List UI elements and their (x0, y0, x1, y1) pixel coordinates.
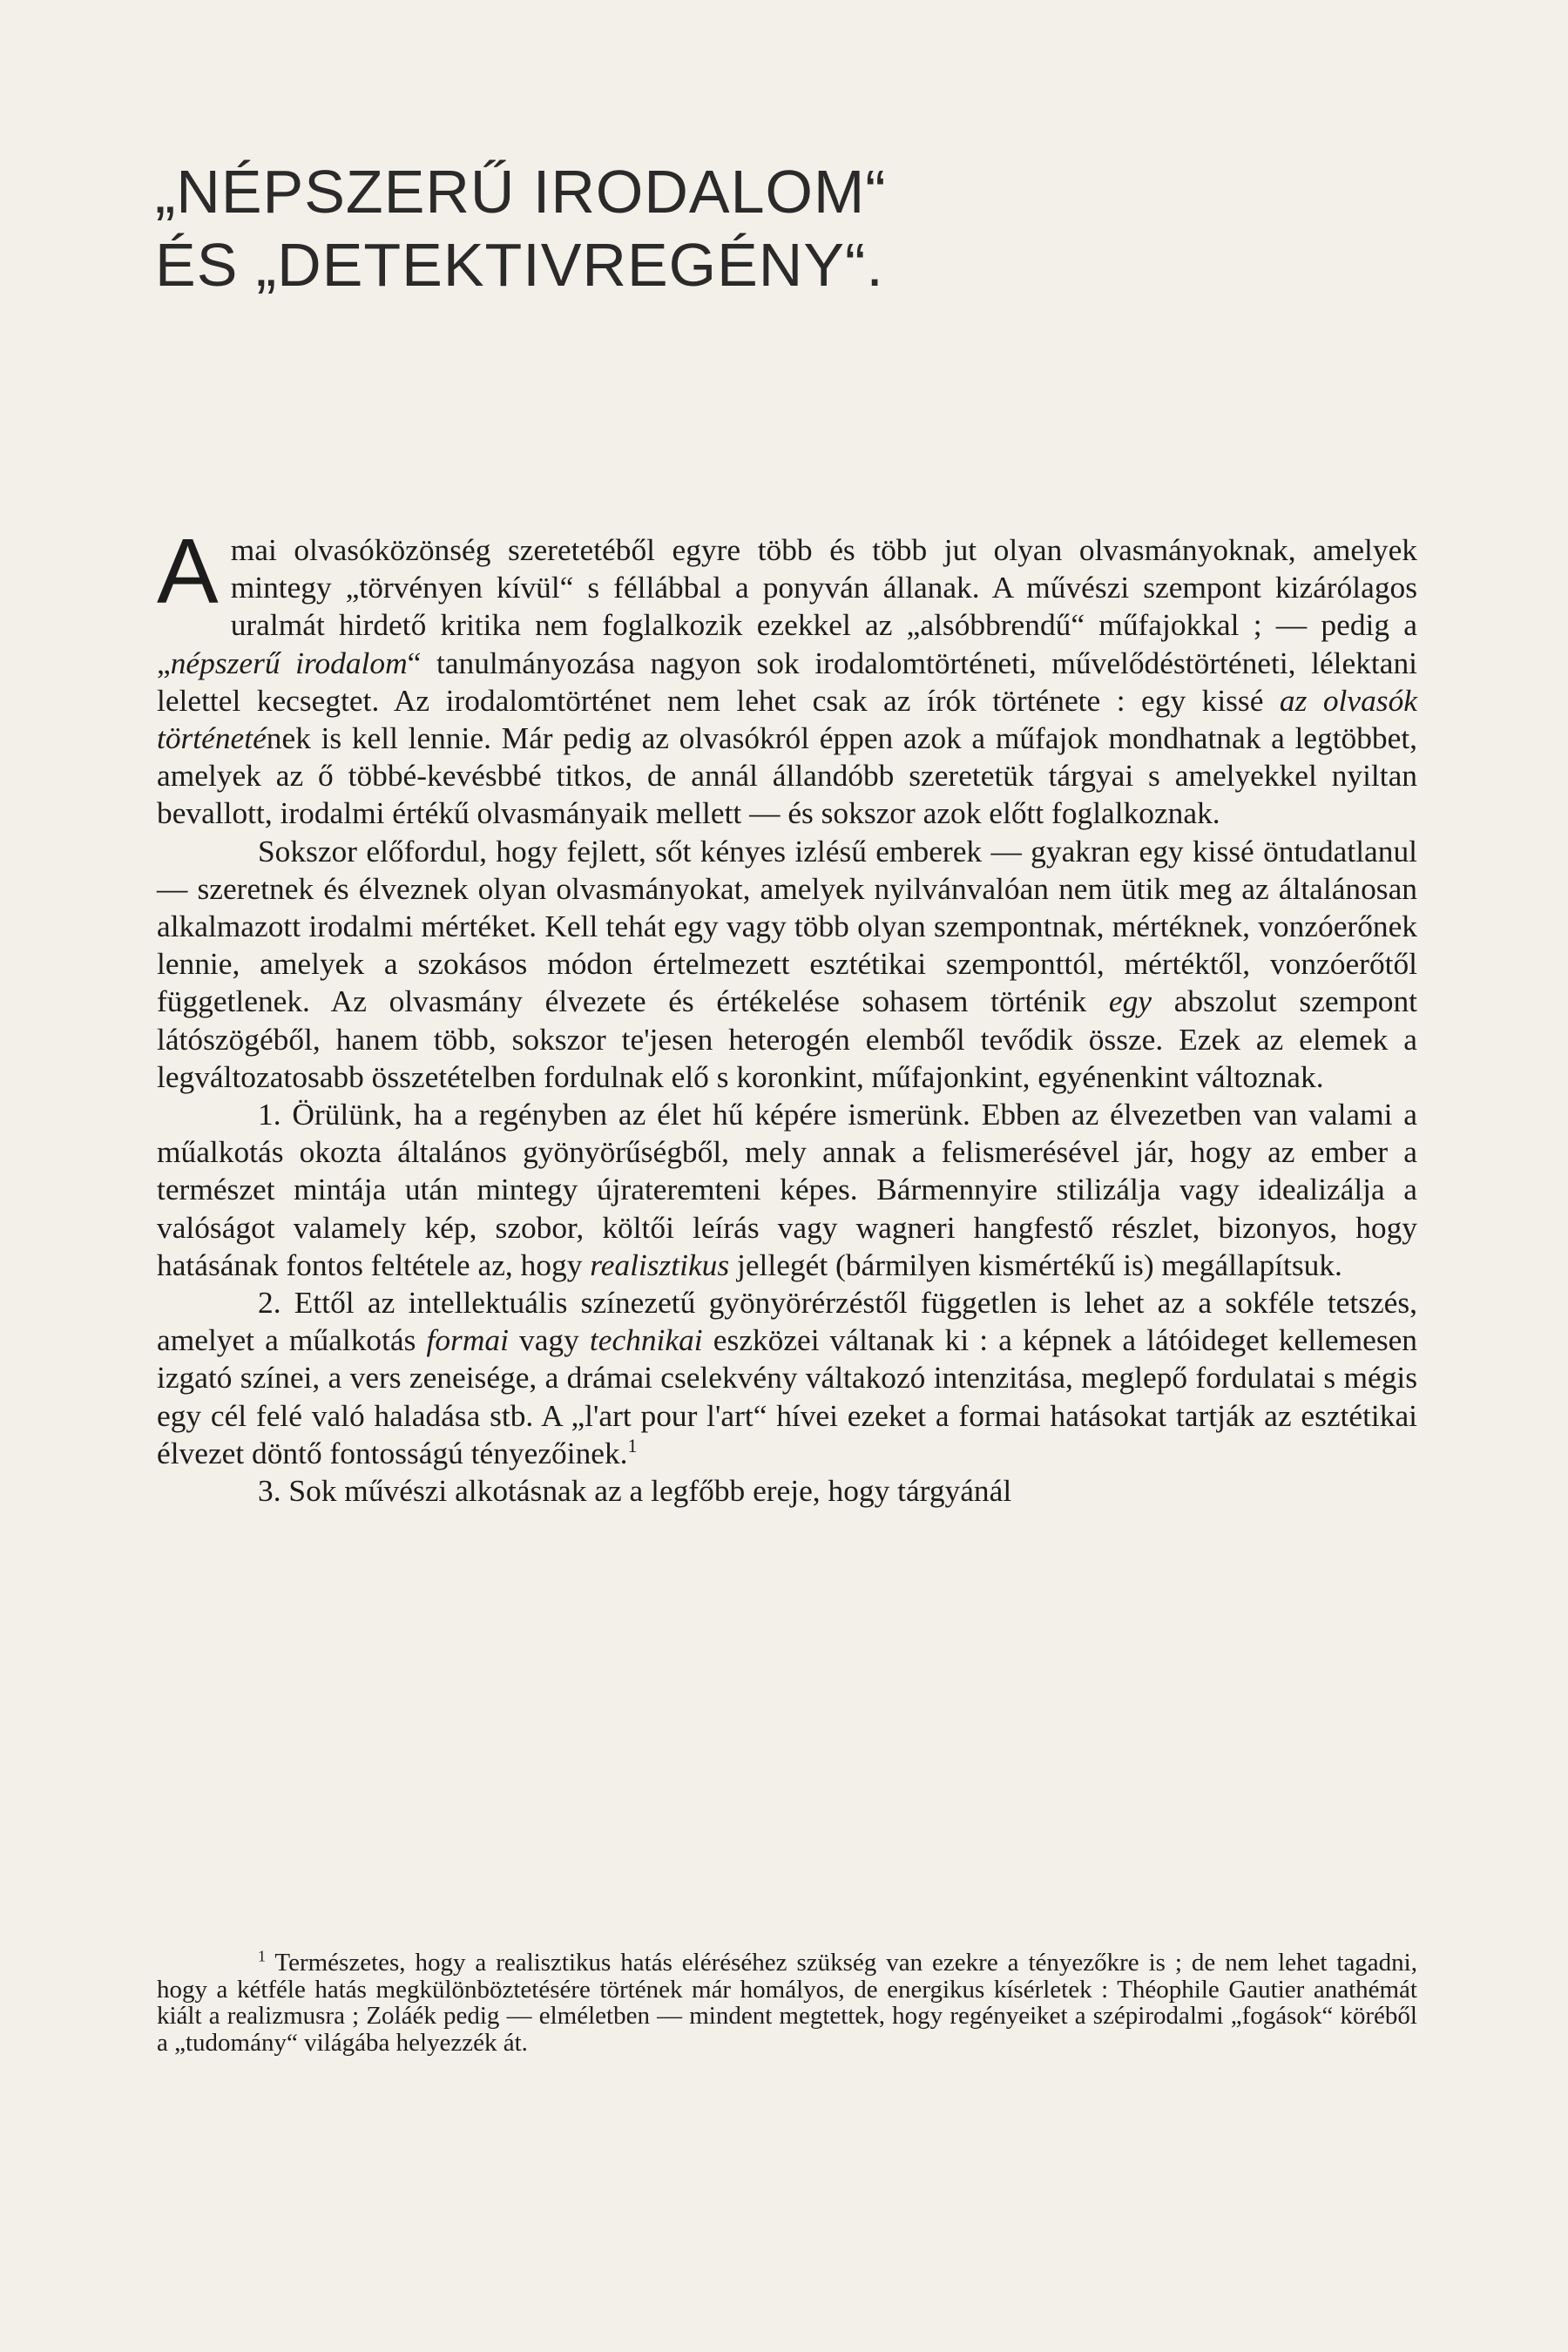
paragraph-5-text: 3. Sok művészi alkotásnak az a legfőbb ereje, hogy tárgyánál (258, 1473, 1012, 1509)
paragraph-1-italic-b: az olvasók történeté (157, 682, 1417, 756)
paragraph-5 (157, 1472, 1417, 1510)
paragraph-4-italic-a: formai (426, 1322, 509, 1358)
paragraph-2-text-a: Sokszor előfordul, hogy fejlett, sőt kényes izlésű emberek — gyakran egy kissé öntudatlanul — szeretnek és élveznek olyan olvasmányokat, amelyek nyilvánvalóan nem ütik meg az általánosan alkalmazott irodalmi mértéket. Kell tehát egy vagy több olyan szempontnak, mértéknek, vonzóerőnek lennie, amelyek a szokásos módon értelmezett esztétikai szemponttól, mértéktől, vonzóerőtől függetlenek. Az olvasmány élvezete és értékelése sohasem történik (157, 833, 1417, 1019)
footnote-1 (157, 1947, 1417, 2057)
title-line-1: „NÉPSZERŰ IRODALOM“ (155, 158, 887, 226)
paragraph-4-text-a: 2. Ettől az intellektuális színezetű gyönyörérzéstől független is lehet az a sokféle tetszés, amelyet a műalkotás (157, 1285, 1417, 1358)
paragraph-4-text-b: vagy (508, 1322, 590, 1358)
footnote-marker: 1 (258, 1947, 266, 1965)
paragraph-3-text-b: jellegét (bármilyen kismértékű is) megállapítsuk. (729, 1247, 1342, 1282)
paragraph-1-text-c: nek is kell lennie. Már pedig az olvasókról éppen azok a műfajok mondhatnak a legtöbbet, amelyek az ő többé-kevésbbé titkos, de annál állandóbb szeretetük tárgyai s amelyekkel nyiltan bevallott, irodalmi értékű olvasmányaik mellett — és sokszor azok előtt foglalkoznak. (157, 720, 1417, 831)
page-title (155, 155, 1462, 301)
paragraph-2-text-b: abszolut szempont látószögéből, hanem több, sokszor te'jesen heterogén elemből tevődik össze. Ezek az elemek a legváltozatosabb összetételben fordulnak elő s koronkint, műfajonkint, egyénenkint változnak. (157, 983, 1417, 1094)
paragraph-2 (157, 833, 1417, 1096)
paragraph-2-italic: egy (1108, 983, 1152, 1019)
paragraph-4-italic-b: technikai (589, 1322, 703, 1358)
paragraph-1-italic-a: népszerű irodalom (170, 645, 408, 680)
paragraph-1 (157, 520, 1417, 833)
paragraph-3-text-a: 1. Örülünk, ha a regényben az élet hű képére ismerünk. Ebben az élvezetben van valami a műalkotás okozta általános gyönyörűségből, mely annak a felismerésével jár, hogy az ember a természet mintája után mintegy újrateremteni képes. Bármennyire stilizálja vagy idealizálja a valóságot valamely kép, szobor, költői leírás vagy wagneri hangfestő részlet, bizonyos, hogy hatásának fontos feltétele az, hogy (157, 1097, 1417, 1282)
article-body (157, 520, 1417, 1510)
paragraph-3-italic: realisztikus (590, 1247, 730, 1282)
paragraph-4 (157, 1284, 1417, 1472)
paragraph-1-text-a: mai olvasóközönség szeretetéből egyre több és több jut olyan olvasmányoknak, amelyek mintegy „törvényen kívül“ s féllábbal a ponyván állanak. A művészi szempont kizárólagos uralmát hirdető kritika nem foglalkozik ezekkel az „alsóbbrendű“ műfajokkal ; — pedig a „ (157, 532, 1417, 680)
paragraph-3 (157, 1096, 1417, 1284)
footnote-text: Természetes, hogy a realisztikus hatás eléréséhez szükség van ezekre a tényezőkre is ; de nem lehet tagadni, hogy a kétféle hatás megkülönböztetésére történek már homályos, de energikus kísérletek : Théophile Gautier anathémát kiált a realizmusra ; Zoláék pedig — elméletben — mindent megtettek, hogy regényeiket a szépirodalmi „fogások“ köréből a „tudomány“ világába helyezzék át. (157, 1949, 1417, 2057)
footnotes (157, 1947, 1417, 2057)
paragraph-1-text-b: “ tanulmányozása nagyon sok irodalomtörténeti, művelődéstörténeti, lélektani lelettel kecsegtet. Az irodalomtörténet nem lehet csak az írók története : egy kissé (157, 645, 1417, 718)
drop-cap: A (157, 520, 219, 623)
paragraph-4-text-c: eszközei váltanak ki : a képnek a látóideget kellemesen izgató színei, a vers zeneisége, a drámai cselekvény váltakozó intenzitása, meglepő fordulatai s mégis egy cél felé való haladása stb. A „l'art pour l'art“ hívei ezeket a formai hatásokat tartják az esztétikai élvezet döntő fontosságú tényezőinek. (157, 1322, 1417, 1470)
title-line-2: ÉS „DETEKTIVREGÉNY“. (155, 231, 884, 299)
footnote-ref[interactable]: 1 (627, 1435, 638, 1457)
